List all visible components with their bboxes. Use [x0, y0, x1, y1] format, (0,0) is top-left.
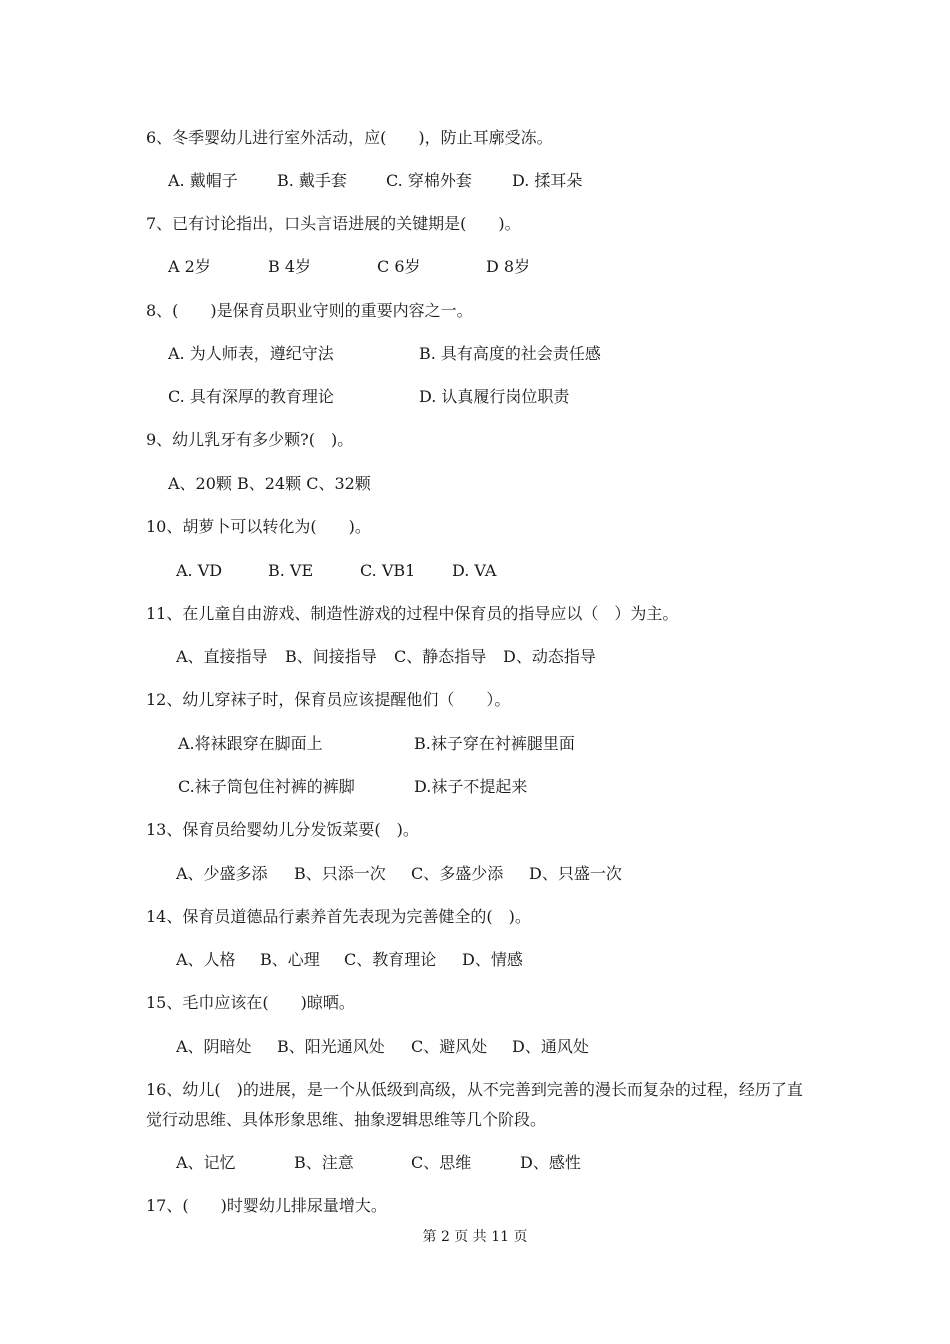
- question-6-option-b: B. 戴手套: [277, 171, 347, 190]
- question-10-option-b: B. VE: [268, 561, 314, 580]
- question-14-option-d: D、情感: [462, 950, 523, 969]
- question-6-stem: 6、冬季婴幼儿进行室外活动，应( )，防止耳廓受冻。: [146, 128, 553, 147]
- question-7-option-b: B 4岁: [268, 257, 312, 276]
- question-8-option-c: C. 具有深厚的教育理论: [168, 387, 334, 406]
- page-number-footer: 第 2 页 共 11 页: [422, 1229, 528, 1245]
- question-6-option-d: D. 揉耳朵: [512, 171, 583, 190]
- question-8-option-a: A. 为人师表，遵纪守法: [168, 344, 334, 363]
- question-10-option-c: C. VB1: [360, 561, 416, 580]
- question-12-stem: 12、幼儿穿袜子时，保育员应该提醒他们（ ）。: [146, 690, 511, 709]
- question-11-option-a: A、直接指导: [176, 647, 268, 666]
- question-13-option-a: A、少盛多添: [176, 864, 268, 883]
- question-10-stem: 10、胡萝卜可以转化为( )。: [146, 517, 371, 536]
- question-13-option-b: B、只添一次: [294, 864, 386, 883]
- question-7-option-d: D 8岁: [486, 257, 531, 276]
- question-8-option-d: D. 认真履行岗位职责: [419, 387, 570, 406]
- question-8-stem: 8、( )是保育员职业守则的重要内容之一。: [146, 301, 473, 320]
- question-12-option-b: B.袜子穿在衬裤腿里面: [414, 734, 575, 753]
- question-13-option-d: D、只盛一次: [529, 864, 622, 883]
- question-13-stem: 13、保育员给婴幼儿分发饭菜要( )。: [146, 820, 419, 839]
- question-16-option-d: D、感性: [520, 1153, 581, 1172]
- question-7-stem: 7、已有讨论指出，口头言语进展的关键期是( )。: [146, 214, 521, 233]
- question-13-option-c: C、多盛少添: [411, 864, 504, 883]
- question-9-stem: 9、幼儿乳牙有多少颗?( )。: [146, 430, 354, 449]
- question-14-option-c: C、教育理论: [344, 950, 437, 969]
- question-11-option-d: D、动态指导: [503, 647, 596, 666]
- question-16-option-c: C、思维: [411, 1153, 472, 1172]
- question-11-option-b: B、间接指导: [285, 647, 377, 666]
- question-9-options: A、20颗 B、24颗 C、32颗: [168, 474, 371, 493]
- question-17-stem: 17、( )时婴幼儿排尿量增大。: [146, 1196, 387, 1215]
- question-7-option-a: A 2岁: [168, 257, 211, 276]
- question-15-option-b: B、阳光通风处: [277, 1037, 385, 1056]
- question-14-option-a: A、人格: [176, 950, 236, 969]
- question-14-option-b: B、心理: [260, 950, 320, 969]
- question-15-option-d: D、通风处: [512, 1037, 589, 1056]
- question-12-option-a: A.将袜跟穿在脚面上: [178, 734, 323, 753]
- question-11-stem: 11、在儿童自由游戏、制造性游戏的过程中保育员的指导应以（ ）为主。: [146, 604, 679, 623]
- question-11-option-c: C、静态指导: [394, 647, 487, 666]
- question-16-stem: 16、幼儿( )的进展，是一个从低级到高级，从不完善到完善的漫长而复杂的过程，经历了直觉行动思维、具体形象思维、抽象逻辑思维等几个阶段。: [146, 1080, 803, 1129]
- question-10-option-a: A. VD: [176, 561, 223, 580]
- question-6-option-c: C. 穿棉外套: [386, 171, 472, 190]
- question-12-option-c: C.袜子筒包住衬裤的裤脚: [178, 777, 355, 796]
- question-15-stem: 15、毛巾应该在( )晾晒。: [146, 993, 355, 1012]
- question-15-option-c: C、避风处: [411, 1037, 488, 1056]
- question-6-option-a: A. 戴帽子: [168, 171, 238, 190]
- question-16-option-a: A、记忆: [176, 1153, 236, 1172]
- question-7-option-c: C 6岁: [377, 257, 421, 276]
- question-14-stem: 14、保育员道德品行素养首先表现为完善健全的( )。: [146, 907, 531, 926]
- question-15-option-a: A、阴暗处: [176, 1037, 252, 1056]
- question-12-option-d: D.袜子不提起来: [414, 777, 528, 796]
- question-16-option-b: B、注意: [294, 1153, 354, 1172]
- question-10-option-d: D. VA: [452, 561, 497, 580]
- question-8-option-b: B. 具有高度的社会责任感: [419, 344, 601, 363]
